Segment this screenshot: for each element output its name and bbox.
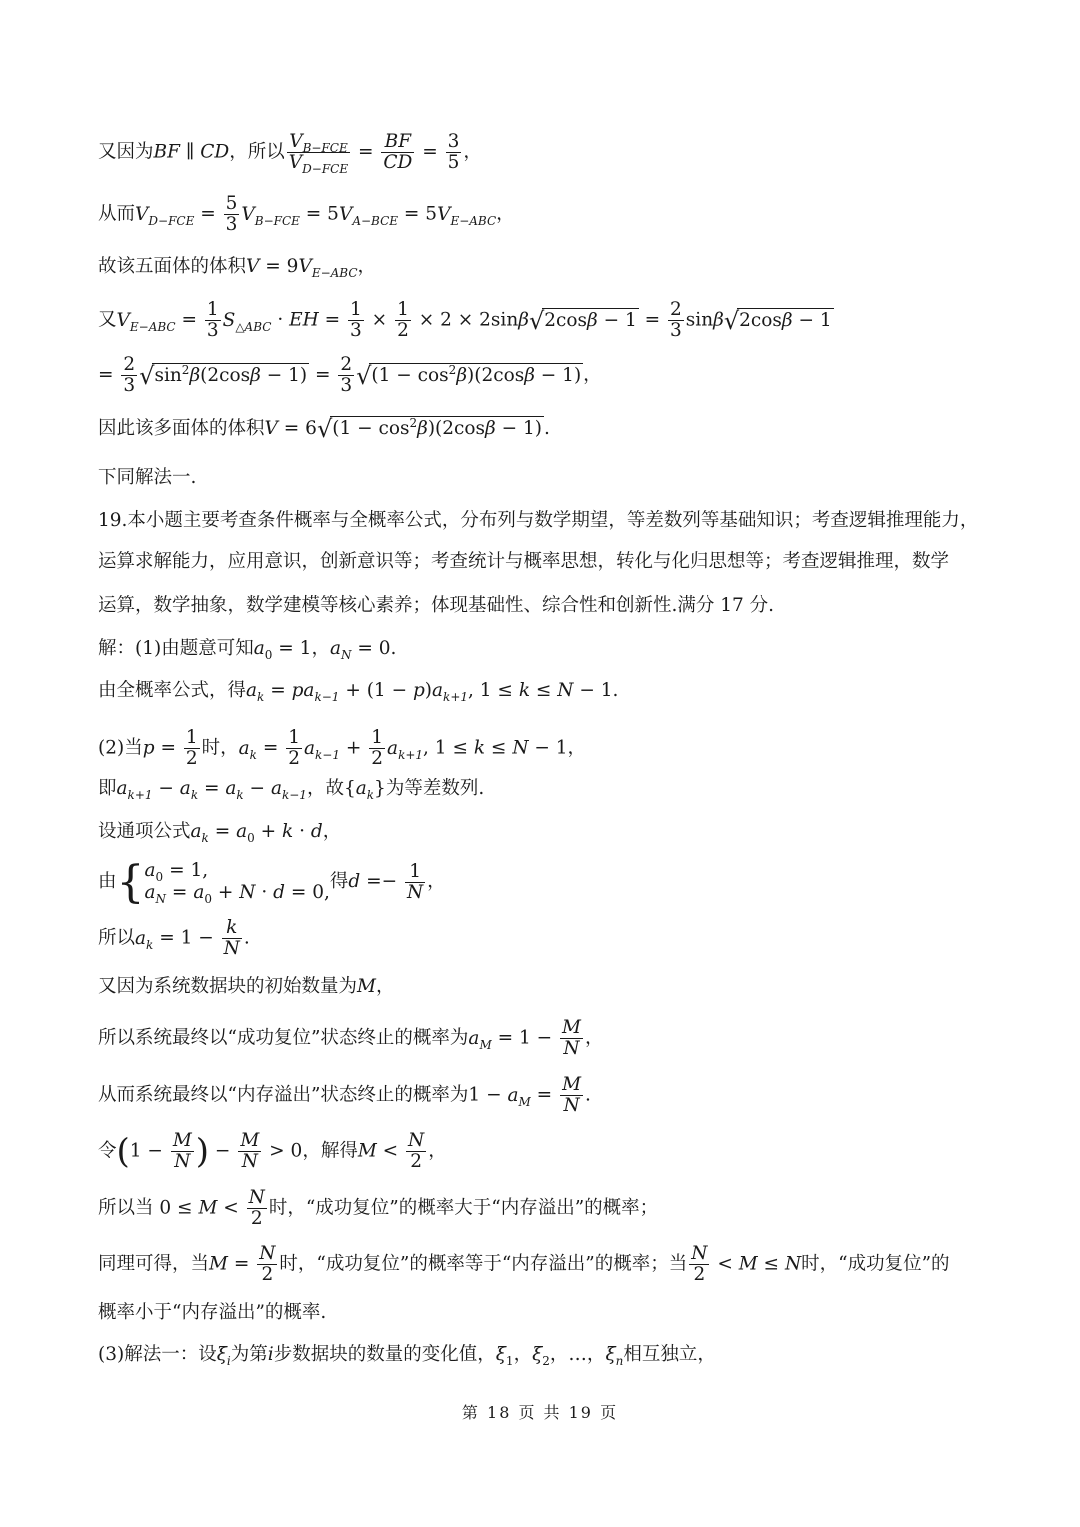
equation-line-5: = $\frac{2}{3}$ $√\sin^2\beta(2\cos\beta - 1)$ = $\frac{2}{3}$ $√(1 - \cos^2\beta)(2\cos\beta - 1)$ ， (98, 354, 602, 396)
text-line-7: 下同解法一. (98, 467, 197, 488)
equation-line-17: 所以$a_k = 1$ − $\frac{k}{N}$ . (98, 917, 250, 959)
equation-line-2: 从而$V_{D-FCE}$ = $\frac{5}{3}$ $V_{B-FCE} = 5V_{A-BCE} = 5V_{E-ABC}$， (98, 193, 515, 235)
equation-line-23: 同理可得，当M = $\frac{N}{2}$ 时，“成功复位”的概率等于“内存溢出”的概率；当 $\frac{N}{2}$ < M ≤ N时，“成功复位”的 (98, 1243, 950, 1285)
text-line-9: 运算求解能力，应用意识，创新意识等；考查统计与概率思想，转化与化归思想等；考查逻辑推理，数学 (98, 551, 950, 572)
equation-line-22: 所以当 0 ≤ M < $\frac{N}{2}$ 时，“成功复位”的概率大于“内存溢出”的概率； (98, 1187, 659, 1229)
equation-line-4: 又$V_{E-ABC}$ = $\frac{1}{3}$ $S_{\triangle ABC}$ · EH = $\frac{1}{3}$ × $\frac{1}{2}$ × 2 × 2sinβ√2cosβ − 1 = $\frac{2}{3}$ sinβ√2cosβ − 1 (98, 299, 832, 341)
equation-line-12: 由全概率公式，得$a_k = pa_{k-1} + (1 - p)a_{k+1}$, 1 ≤ k ≤ N − 1. (98, 680, 619, 704)
equation-line-15: 设通项公式$a_k = a_0 + k \cdot d$， (98, 821, 342, 845)
equation-line-21: 令(1 − $\frac{M}{N}$ ) − $\frac{M}{N}$ > 0，解得M < $\frac{N}{2}$ ， (98, 1130, 447, 1172)
equation-line-25: (3)解法一：设$\xi_i$为第i步数据块的数量的变化值，$\xi_1$，$\xi_2$，…，$\xi_n$相互独立， (98, 1344, 716, 1368)
equation-line-3: 故该五面体的体积$V = 9V_{E-ABC}$， (98, 256, 377, 280)
text-line-8: 19.本小题主要考查条件概率与全概率公式，分布列与数学期望，等差数列等基础知识；考查逻辑推理能力， (98, 510, 979, 531)
equation-line-18: 又因为系统数据块的初始数量为M， (98, 976, 395, 997)
equation-line-13: (2)当p = $\frac{1}{2}$ 时，$a_k$ = $\frac{1}{2}$ $a_{k-1}$ + $\frac{1}{2}$ $a_{k+1}$, 1 ≤ k ≤ N − 1， (98, 727, 587, 769)
equation-line-14: 即$a_{k+1} - a_k = a_k - a_{k-1}$，故$\{a_k\}$为等差数列. (98, 778, 485, 802)
equation-line-19: 所以系统最终以“成功复位”状态终止的概率为$a_M = 1$ − $\frac{M}{N}$ ， (98, 1017, 604, 1059)
equation-line-1: 又因为BF ∥ CD，所以 $\frac{V_{B-FCE}}{V_{D-FCE}}$ = $\frac{BF}{CD}$ = $\frac{3}{5}$ ， (98, 131, 482, 176)
text-line-24: 概率小于“内存溢出”的概率. (98, 1302, 327, 1323)
equation-line-20: 从而系统最终以“内存溢出”状态终止的概率为$1 - a_M$ = $\frac{M}{N}$ . (98, 1074, 591, 1116)
equation-line-11: 解：(1)由题意可知$a_0 = 1$，$a_N = 0$. (98, 638, 397, 662)
equation-line-16: 由{ $a_0 = 1$, $a_N = a_0 + N \cdot d = 0$, 得d =− $\frac{1}{N}$ ， (98, 857, 446, 908)
text-line-10: 运算，数学抽象，数学建模等核心素养；体现基础性、综合性和创新性.满分 17 分. (98, 595, 775, 616)
page-footer: 第 18 页 共 19 页 (461, 1403, 619, 1422)
equation-line-6: 因此该多面体的体积$V = 6√(1 - \cos^2\beta)(2\cos\beta - 1)$ . (98, 415, 550, 443)
